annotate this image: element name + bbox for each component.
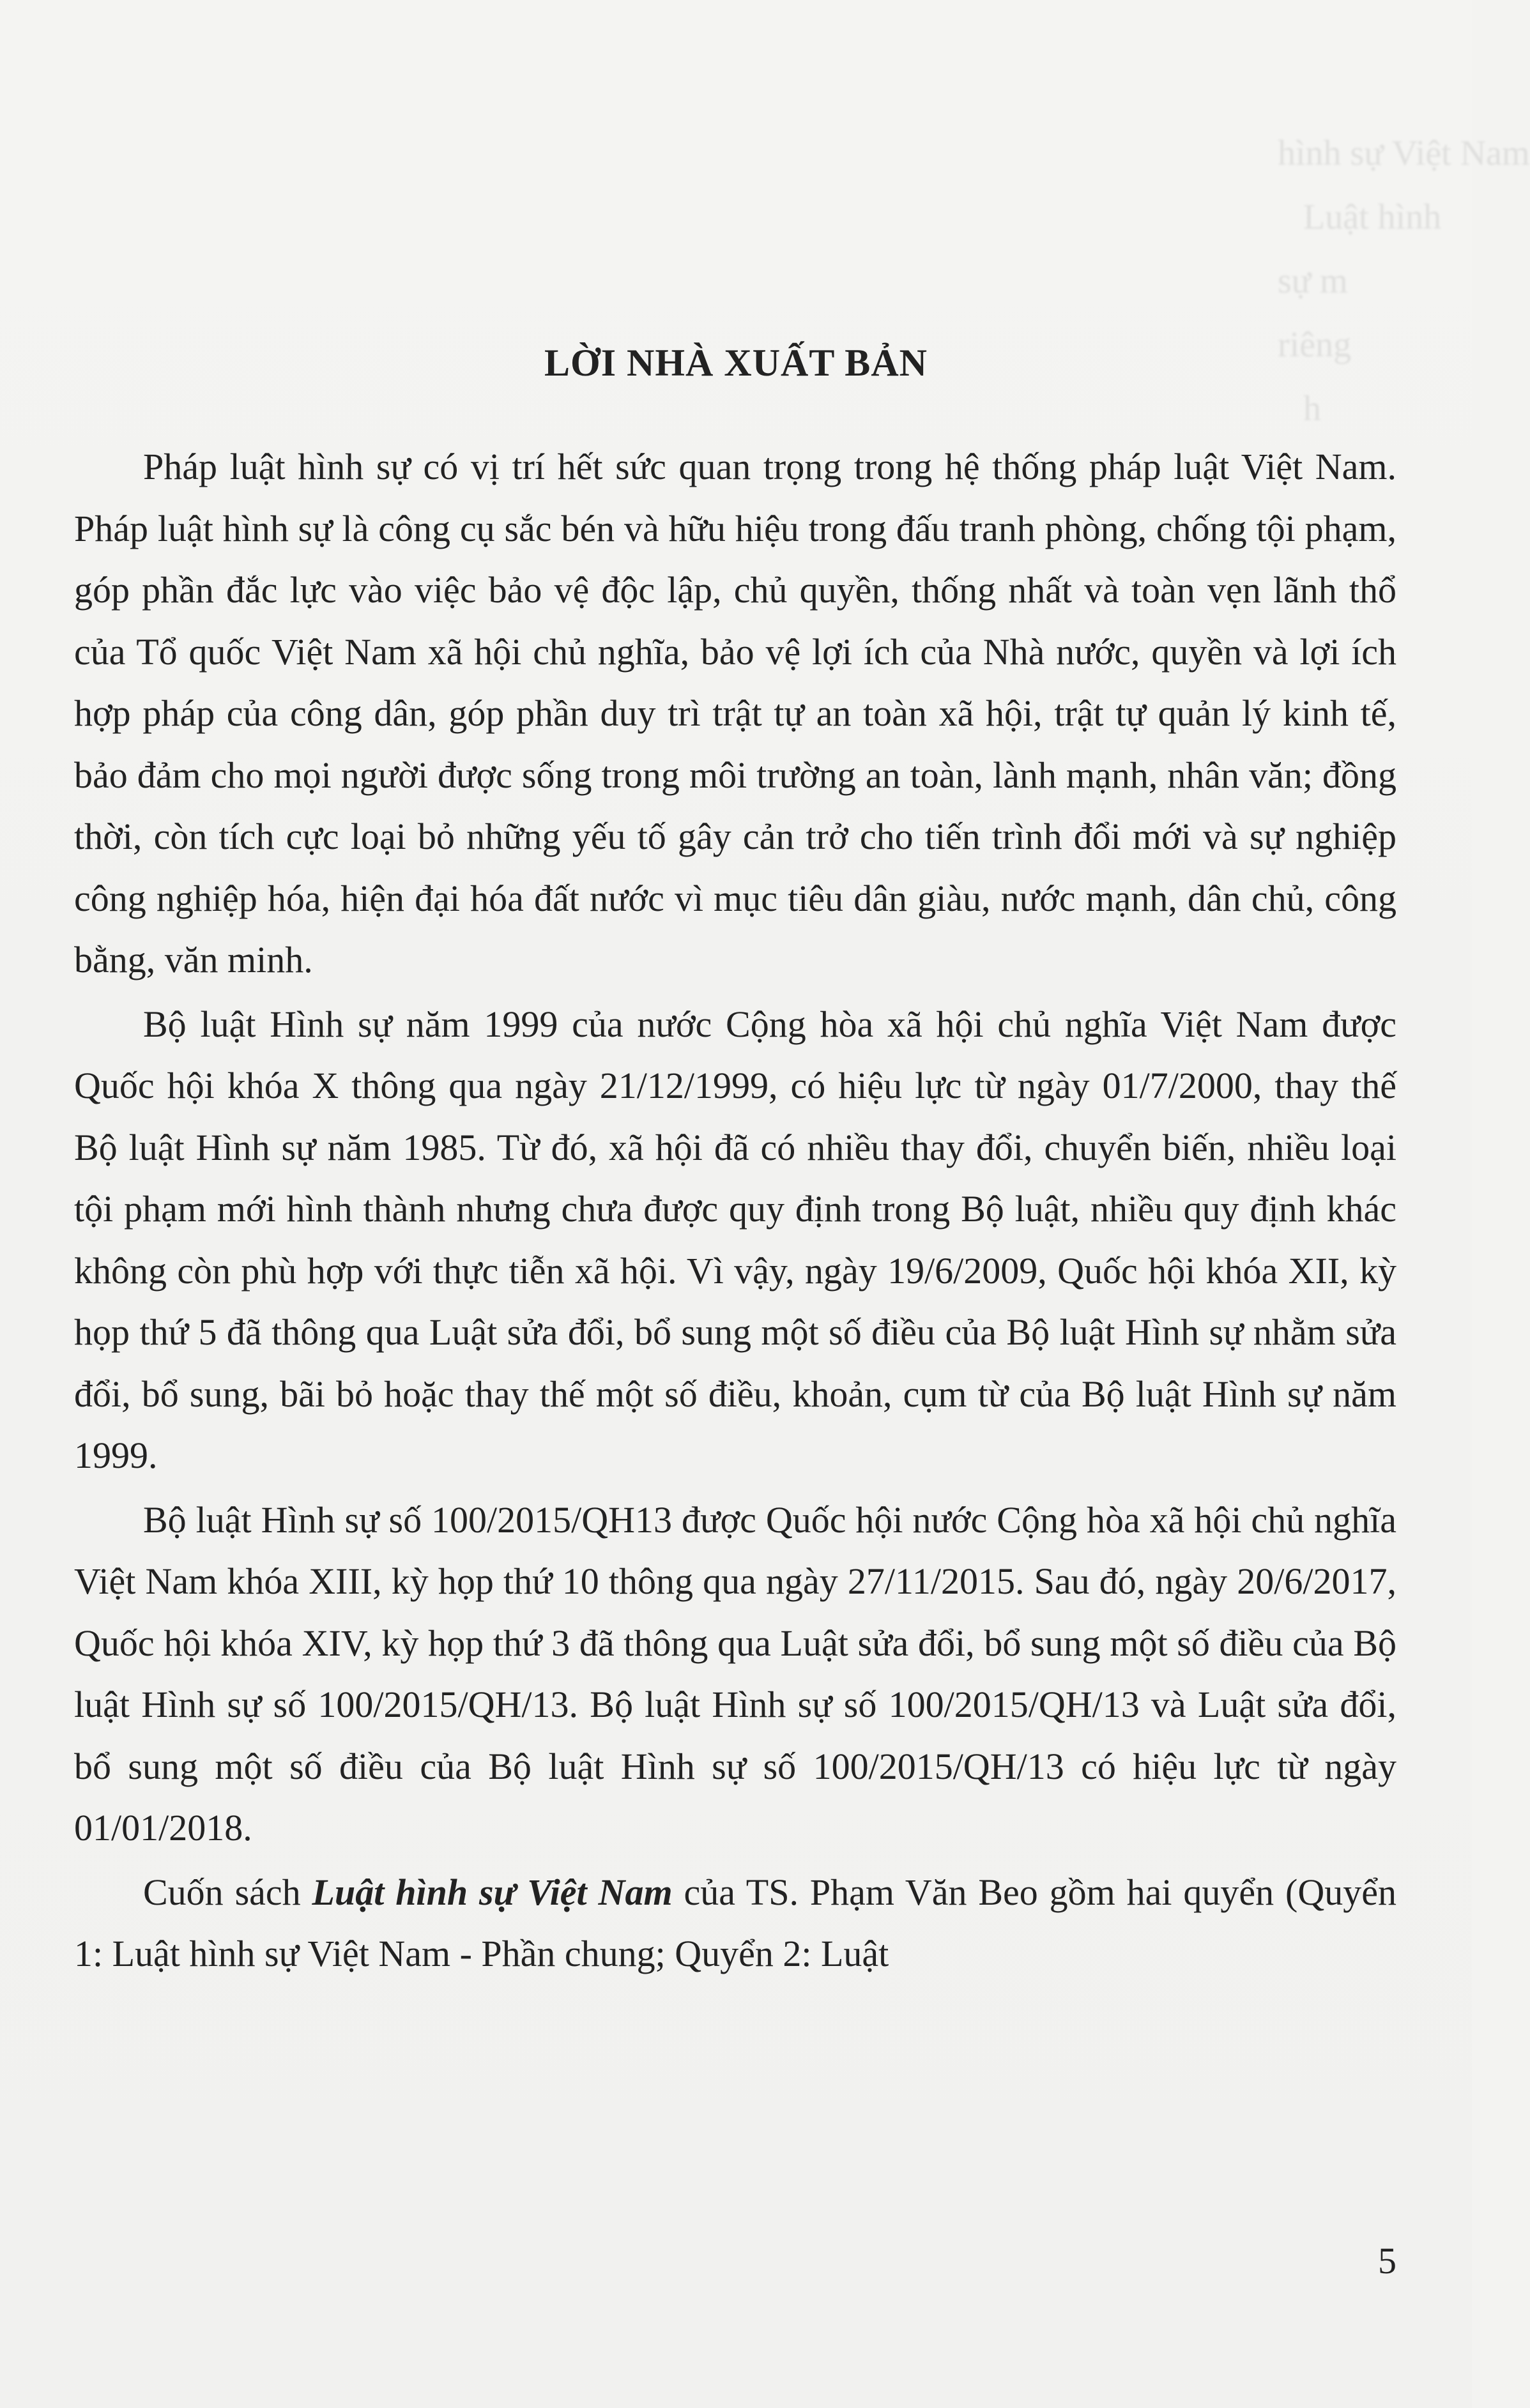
book-title: Luật hình sự Việt Nam [312, 1871, 673, 1913]
body-text [74, 436, 1396, 1985]
paragraph-book-intro [74, 1862, 1396, 1985]
page-number: 5 [1378, 2240, 1396, 2282]
bleed-through-line: hình sự Việt Nam [1278, 133, 1530, 173]
bleed-through-line: h [1303, 389, 1321, 429]
intro-suffix: của TS. Phạm Văn Beo gồm hai quyển (Quyển 1: Luật hình sự Việt Nam - Phần chung; Quyển 2: Luật [74, 1871, 1396, 1974]
bleed-through-line: riêng [1278, 325, 1352, 365]
bleed-through-line: Luật hình [1303, 197, 1442, 237]
paragraph: Bộ luật Hình sự năm 1999 của nước Cộng hòa xã hội chủ nghĩa Việt Nam được Quốc hội khóa X thông qua ngày 21/12/1999, có hiệu lực từ ngày 01/7/2000, thay thế Bộ luật Hình sự năm 1985. Từ đó, xã hội đã có nhiều thay đổi, chuyển biến, nhiều loại tội phạm mới hình thành nhưng chưa được quy định trong Bộ luật, nhiều quy định khác không còn phù hợp với thực tiễn xã hội. Vì vậy, ngày 19/6/2009, Quốc hội khóa XII, kỳ họp thứ 5 đã thông qua Luật sửa đổi, bổ sung một số điều của Bộ luật Hình sự nhằm sửa đổi, bổ sung, bãi bỏ hoặc thay thế một số điều, khoản, cụm từ của Bộ luật Hình sự năm 1999. [74, 1003, 1396, 1476]
paragraph: Pháp luật hình sự có vị trí hết sức quan trọng trong hệ thống pháp luật Việt Nam. Pháp luật hình sự là công cụ sắc bén và hữu hiệu trong đấu tranh phòng, chống tội phạm, góp phần đắc lực vào việc bảo vệ độc lập, chủ quyền, thống nhất và toàn vẹn lãnh thổ của Tổ quốc Việt Nam xã hội chủ nghĩa, bảo vệ lợi ích của Nhà nước, quyền và lợi ích hợp pháp của công dân, góp phần duy trì trật tự an toàn xã hội, trật tự quản lý kinh tế, bảo đảm cho mọi người được sống trong môi trường an toàn, lành mạnh, nhân văn; đồng thời, còn tích cực loại bỏ những yếu tố gây cản trở cho tiến trình đổi mới và sự nghiệp công nghiệp hóa, hiện đại hóa đất nước vì mục tiêu dân giàu, nước mạnh, dân chủ, công bằng, văn minh. [74, 446, 1396, 980]
paragraph: Bộ luật Hình sự số 100/2015/QH13 được Quốc hội nước Cộng hòa xã hội chủ nghĩa Việt Nam khóa XIII, kỳ họp thứ 10 thông qua ngày 27/11/2015. Sau đó, ngày 20/6/2017, Quốc hội khóa XIV, kỳ họp thứ 3 đã thông qua Luật sửa đổi, bổ sung một số điều của Bộ luật Hình sự số 100/2015/QH/13. Bộ luật Hình sự số 100/2015/QH/13 và Luật sửa đổi, bổ sung một số điều của Bộ luật Hình sự số 100/2015/QH/13 có hiệu lực từ ngày 01/01/2018. [74, 1498, 1396, 1848]
intro-prefix: Cuốn sách [143, 1871, 312, 1913]
bleed-through-line: sự m [1278, 261, 1348, 301]
page-title: LỜI NHÀ XUẤT BẢN [544, 342, 928, 385]
